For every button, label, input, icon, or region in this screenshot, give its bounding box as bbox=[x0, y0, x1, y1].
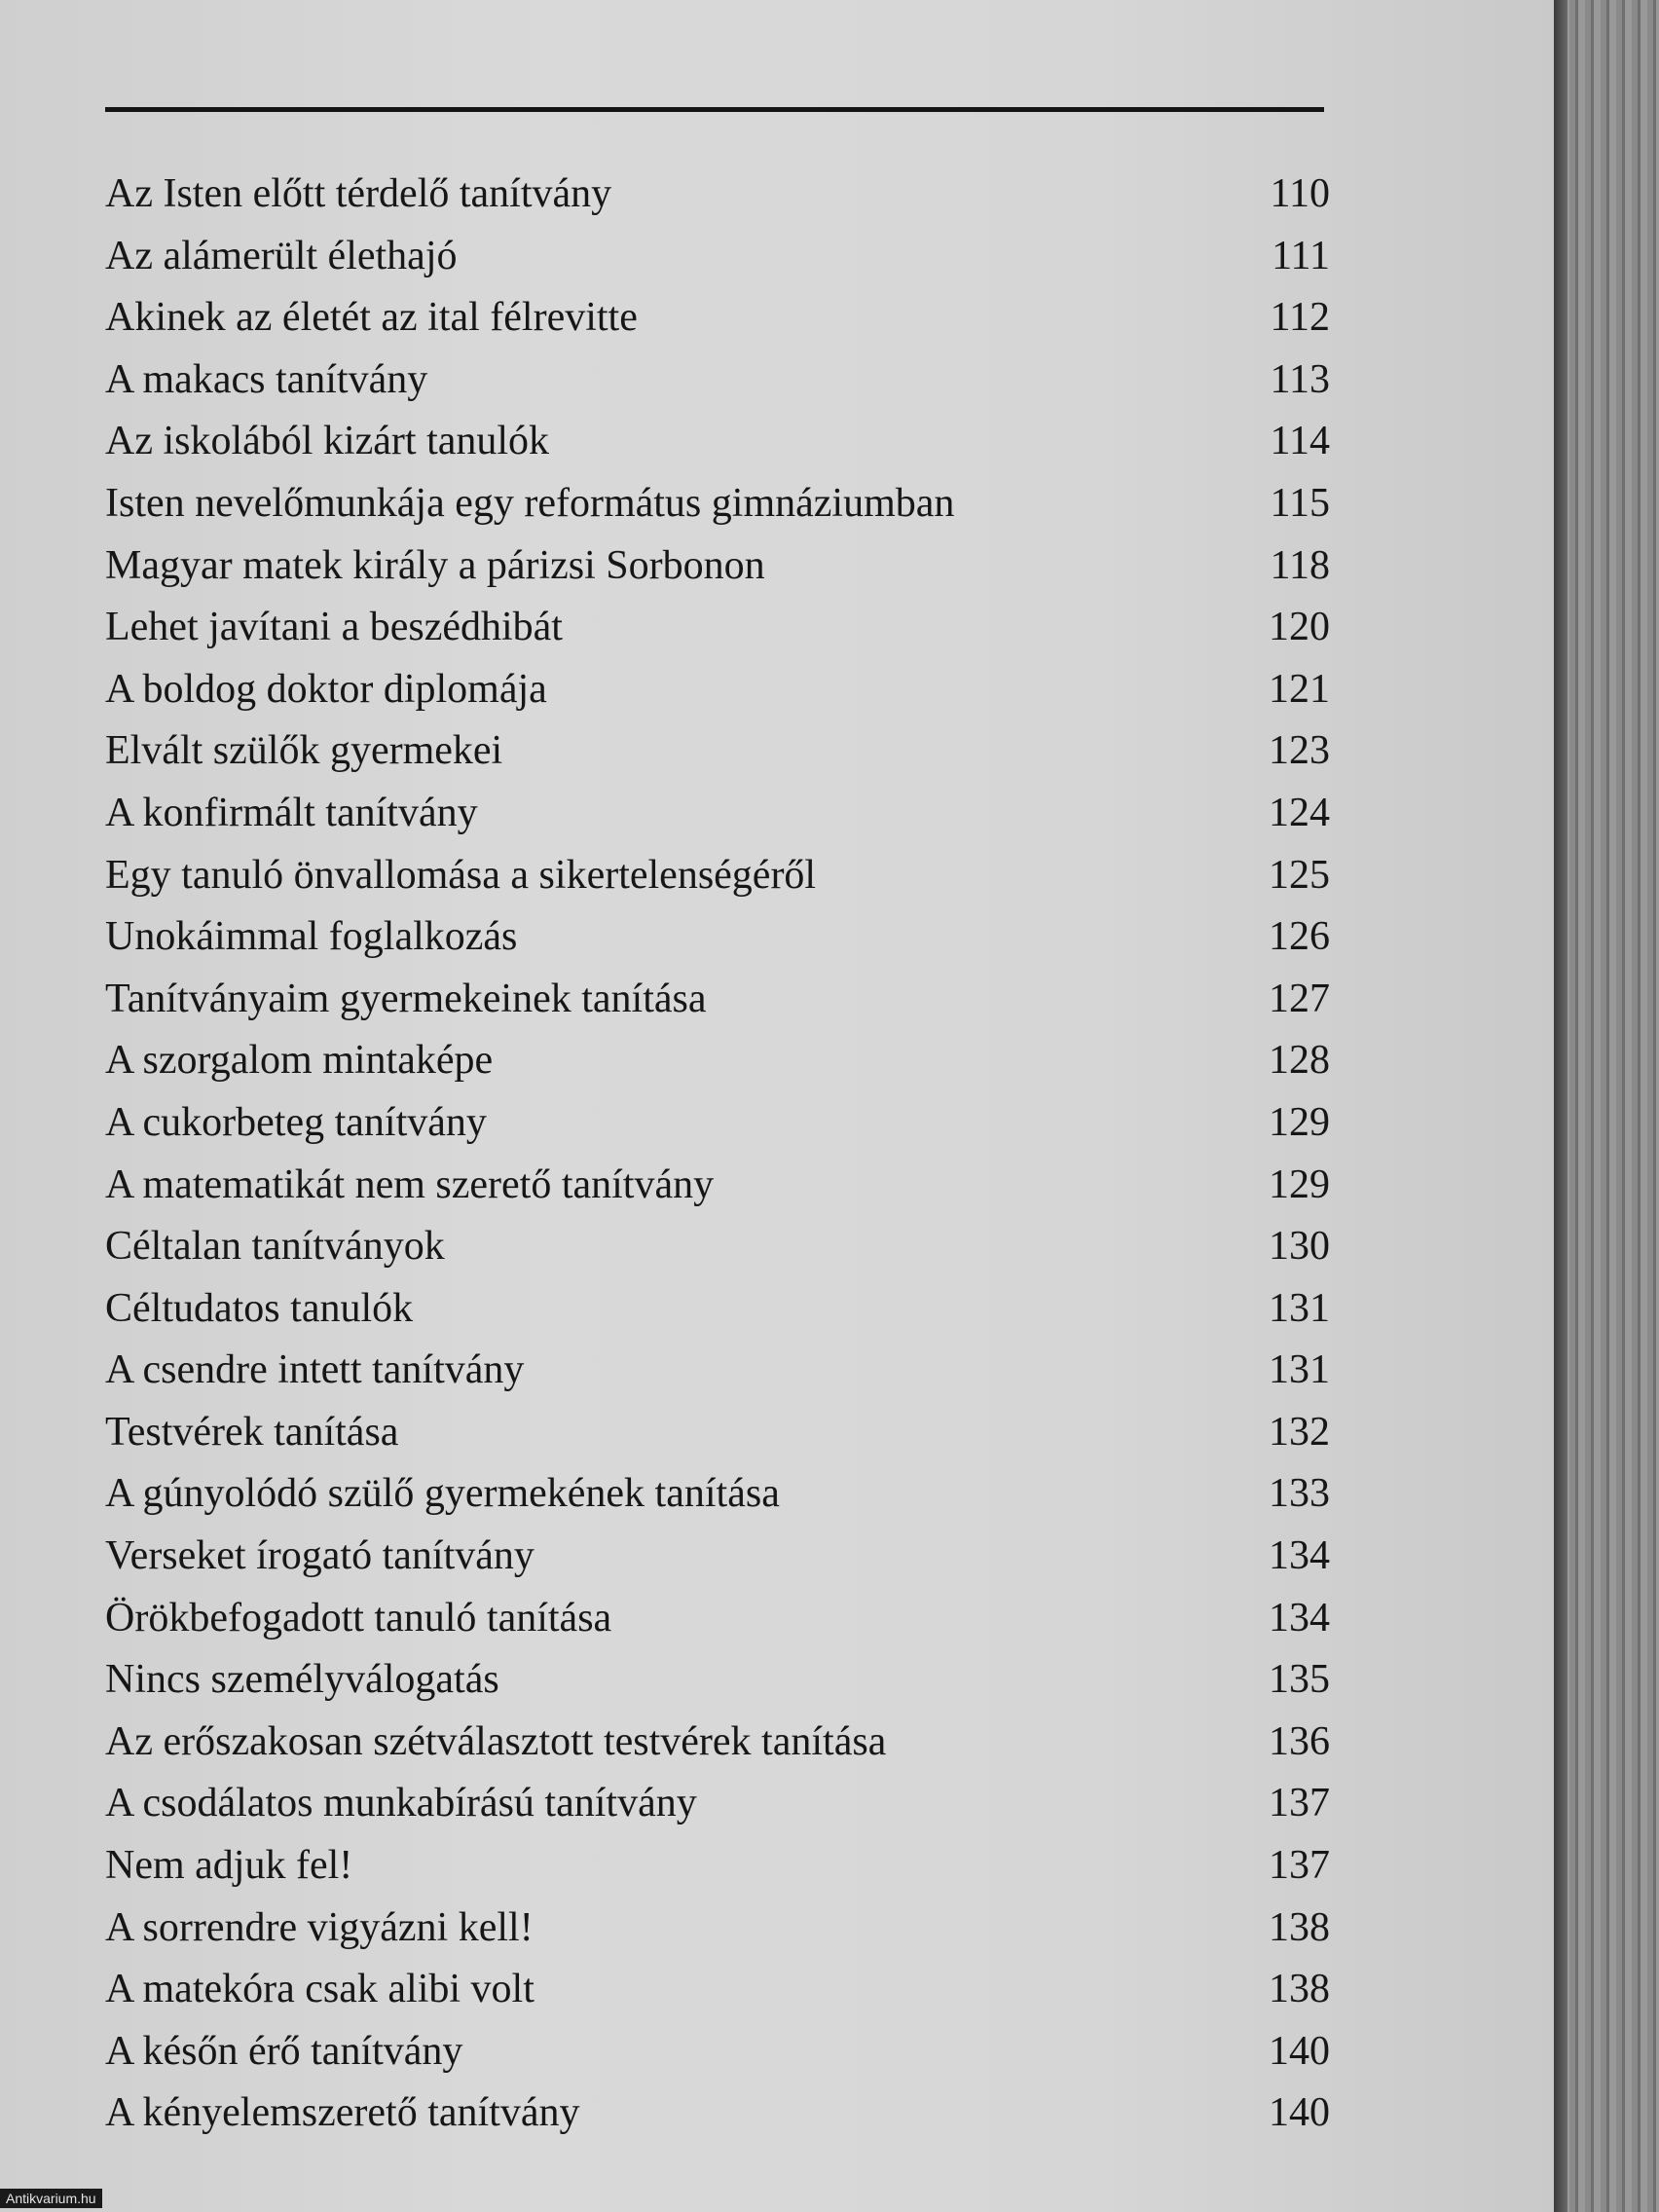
toc-entry-title: A csodálatos munkabírású tanítvány bbox=[105, 1781, 697, 1826]
toc-entry-title: A matematikát nem szerető tanítvány bbox=[105, 1161, 715, 1207]
toc-entry-title: A csendre intett tanítvány bbox=[105, 1347, 525, 1393]
toc-entry-title: Nem adjuk fel! bbox=[105, 1843, 353, 1889]
toc-entry-title: Elvált szülők gyermekei bbox=[105, 728, 503, 774]
toc-entry bbox=[105, 2083, 1330, 2145]
toc-entry-page-number: 132 bbox=[1269, 1409, 1330, 1455]
toc-entry-title: Nincs személyválogatás bbox=[105, 1657, 499, 1703]
toc-entry bbox=[105, 1340, 1330, 1402]
toc-entry bbox=[105, 226, 1330, 288]
toc-entry-title: Tanítványaim gyermekeinek tanítása bbox=[105, 976, 707, 1021]
toc-entry bbox=[105, 845, 1330, 907]
toc-entry-page-number: 127 bbox=[1269, 976, 1330, 1021]
toc-entry-title: A matekóra csak alibi volt bbox=[105, 1967, 535, 2012]
toc-entry bbox=[105, 1712, 1330, 1774]
toc-entry-page-number: 124 bbox=[1269, 790, 1330, 835]
toc-entry bbox=[105, 287, 1330, 350]
top-rule bbox=[105, 107, 1324, 112]
toc-entry bbox=[105, 720, 1330, 783]
toc-entry-page-number: 114 bbox=[1270, 419, 1330, 464]
toc-entry-title: A kényelemszerető tanítvány bbox=[105, 2090, 580, 2136]
toc-entry-page-number: 113 bbox=[1270, 356, 1330, 402]
toc-entry-title: A gúnyolódó szülő gyermekének tanítása bbox=[105, 1471, 780, 1517]
toc-entry-page-number: 126 bbox=[1269, 914, 1330, 960]
toc-entry-title: Az Isten előtt térdelő tanítvány bbox=[105, 171, 612, 216]
toc-entry-page-number: 136 bbox=[1269, 1718, 1330, 1764]
toc-entry-page-number: 134 bbox=[1269, 1533, 1330, 1579]
toc-entry bbox=[105, 1030, 1330, 1092]
table-of-contents bbox=[105, 164, 1330, 2145]
toc-entry-page-number: 121 bbox=[1269, 666, 1330, 712]
toc-entry-page-number: 138 bbox=[1269, 1904, 1330, 1950]
toc-entry-title: Unokáimmal foglalkozás bbox=[105, 914, 518, 960]
page-edge-background bbox=[1554, 0, 1659, 2212]
toc-entry bbox=[105, 1649, 1330, 1712]
toc-entry-page-number: 135 bbox=[1269, 1657, 1330, 1703]
toc-entry-page-number: 115 bbox=[1270, 480, 1330, 526]
toc-entry bbox=[105, 1092, 1330, 1155]
toc-entry-title: Akinek az életét az ital félrevitte bbox=[105, 295, 638, 341]
toc-entry-page-number: 129 bbox=[1269, 1099, 1330, 1145]
toc-entry-page-number: 138 bbox=[1269, 1967, 1330, 2012]
toc-entry-page-number: 125 bbox=[1269, 852, 1330, 898]
toc-entry bbox=[105, 1835, 1330, 1898]
toc-entry-page-number: 120 bbox=[1269, 605, 1330, 650]
toc-entry bbox=[105, 1959, 1330, 2021]
toc-entry-title: Az alámerült élethajó bbox=[105, 233, 458, 278]
toc-entry-title: Lehet javítani a beszédhibát bbox=[105, 605, 563, 650]
toc-entry bbox=[105, 1898, 1330, 1960]
toc-entry-page-number: 118 bbox=[1270, 542, 1330, 588]
toc-entry bbox=[105, 783, 1330, 845]
toc-entry-page-number: 110 bbox=[1270, 171, 1330, 216]
toc-entry-title: Céltudatos tanulók bbox=[105, 1285, 414, 1331]
toc-entry-title: Magyar matek király a párizsi Sorbonon bbox=[105, 542, 765, 588]
toc-entry-page-number: 130 bbox=[1269, 1224, 1330, 1270]
toc-entry bbox=[105, 1773, 1330, 1835]
toc-entry bbox=[105, 2021, 1330, 2083]
toc-entry-title: Az erőszakosan szétválasztott testvérek tanítása bbox=[105, 1718, 887, 1764]
toc-entry-page-number: 111 bbox=[1272, 233, 1330, 278]
toc-entry bbox=[105, 473, 1330, 535]
toc-entry bbox=[105, 597, 1330, 659]
toc-entry-title: Céltalan tanítványok bbox=[105, 1224, 445, 1270]
toc-entry-title: Isten nevelőmunkája egy református gimnáziumban bbox=[105, 480, 955, 526]
toc-entry-page-number: 137 bbox=[1269, 1781, 1330, 1826]
toc-entry-page-number: 128 bbox=[1269, 1038, 1330, 1084]
toc-entry bbox=[105, 1402, 1330, 1464]
toc-entry-title: Testvérek tanítása bbox=[105, 1409, 399, 1455]
toc-entry-title: Egy tanuló önvallomása a sikertelenségéről bbox=[105, 852, 817, 898]
toc-entry-title: A későn érő tanítvány bbox=[105, 2028, 463, 2074]
toc-entry bbox=[105, 969, 1330, 1031]
toc-entry-title: A makacs tanítvány bbox=[105, 356, 428, 402]
toc-entry-title: A cukorbeteg tanítvány bbox=[105, 1099, 487, 1145]
toc-entry-page-number: 133 bbox=[1269, 1471, 1330, 1517]
toc-entry bbox=[105, 1216, 1330, 1278]
toc-entry-page-number: 137 bbox=[1269, 1843, 1330, 1889]
toc-entry bbox=[105, 1278, 1330, 1341]
toc-entry-title: A szorgalom mintaképe bbox=[105, 1038, 494, 1084]
toc-entry-title: A konfirmált tanítvány bbox=[105, 790, 478, 835]
toc-entry bbox=[105, 164, 1330, 226]
toc-entry-page-number: 140 bbox=[1269, 2028, 1330, 2074]
toc-entry-title: Örökbefogadott tanuló tanítása bbox=[105, 1595, 612, 1641]
toc-entry bbox=[105, 1526, 1330, 1588]
toc-entry-page-number: 131 bbox=[1269, 1285, 1330, 1331]
toc-entry bbox=[105, 1155, 1330, 1217]
toc-entry bbox=[105, 1588, 1330, 1650]
toc-entry-page-number: 131 bbox=[1269, 1347, 1330, 1393]
site-watermark: Antikvarium.hu bbox=[0, 2189, 102, 2208]
toc-entry-page-number: 129 bbox=[1269, 1161, 1330, 1207]
toc-entry bbox=[105, 1463, 1330, 1526]
toc-entry bbox=[105, 659, 1330, 721]
toc-entry bbox=[105, 350, 1330, 412]
toc-entry-page-number: 123 bbox=[1269, 728, 1330, 774]
toc-entry bbox=[105, 411, 1330, 473]
toc-entry bbox=[105, 535, 1330, 598]
toc-entry-title: A sorrendre vigyázni kell! bbox=[105, 1904, 534, 1950]
toc-entry-title: Verseket írogató tanítvány bbox=[105, 1533, 535, 1579]
toc-entry-page-number: 112 bbox=[1270, 295, 1330, 341]
toc-entry-page-number: 140 bbox=[1269, 2090, 1330, 2136]
toc-entry-title: Az iskolából kizárt tanulók bbox=[105, 419, 550, 464]
toc-entry-page-number: 134 bbox=[1269, 1595, 1330, 1641]
toc-entry-title: A boldog doktor diplomája bbox=[105, 666, 547, 712]
toc-entry bbox=[105, 906, 1330, 969]
